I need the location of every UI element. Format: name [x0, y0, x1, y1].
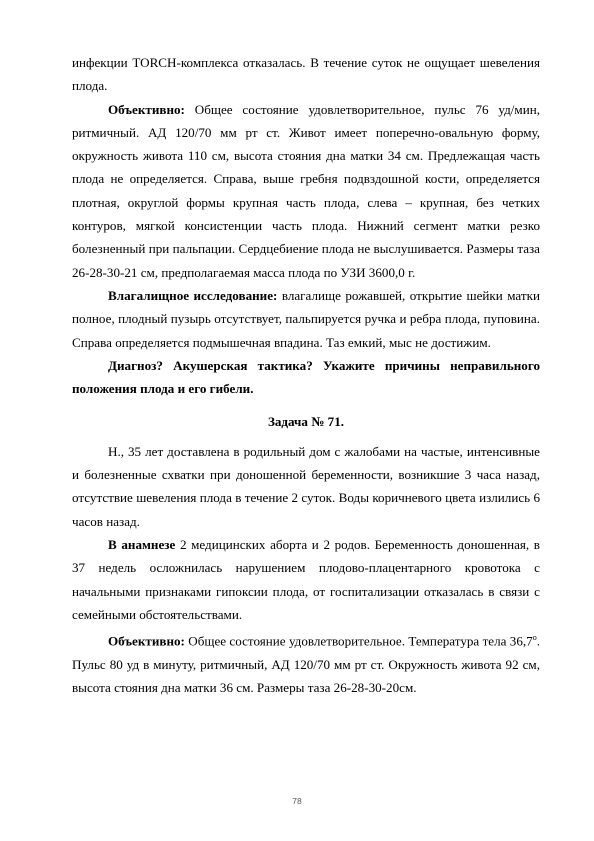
- objective-heading-2: Объективно:: [108, 633, 185, 649]
- objective-text-2a: Общее состояние удовлетворительное. Температура тела 36,7: [184, 633, 533, 649]
- objective-heading: Объективно:: [108, 101, 185, 117]
- objective-text: Общее состояние удовлетворительное, пульс 76 уд/мин, ритмичный. АД 120/70 мм рт ст. Живот имеет поперечно-овальную форму, окружность живота 110 см, высота стояния дна матки 34 см. Предлежащая часть плода не определяется. Справа, выше гребня подвздошной кости, определяется плотная, округлой формы крупная часть плода, слева – крупная, без четких контуров, мягкой консистенции часть плода. Нижний сегмент матки резко болезненный при пальпации. Сердцебиение плода не выслушивается. Размеры таза 26-28-30-21 см, предполагаемая масса плода по УЗИ 3600,0 г.: [72, 101, 540, 280]
- page-content: [72, 51, 540, 699]
- paragraph-objective-1: [72, 98, 540, 284]
- paragraph-vaginal-exam: [72, 284, 540, 354]
- questions-paragraph: Диагноз? Акушерская тактика? Укажите причины неправильного положения плода и его гибели.: [72, 357, 540, 397]
- vaginal-exam-heading: Влагалищное исследование:: [108, 287, 278, 303]
- task-title: Задача № 71.: [267, 414, 345, 430]
- paragraph-anamnesis: [72, 533, 540, 626]
- paragraph-complaints: Н., 35 лет доставлена в родильный дом с жалобами на частые, интенсивные и болезненные схватки при доношенной беременности, возникшие 3 часа назад, отсутствие шевеления плода в течение 2 суток. Воды коричневого цвета излились 6 часов назад.: [72, 443, 540, 529]
- objective-text-2b: . Пульс 80 уд в минуту, ритмичный, АД 120/70 мм рт ст. Окружность живота 92 см, высота стояния дна матки 36 см. Размеры таза 26-28-30-20см.: [72, 633, 540, 696]
- paragraph-objective-2: [72, 626, 540, 699]
- degree-superscript: о: [532, 633, 537, 643]
- anamnesis-text: 2 медицинских аборта и 2 родов. Беременность доношенная, в 37 недель осложнилась нарушением плодово-плацентарного кровотока с начальными признаками гипоксии плода, от госпитализации отказалась в связи с семейными обстоятельствами.: [72, 536, 540, 622]
- paragraph-torch: инфекции TORCH-комплекса отказалась. В течение суток не ощущает шевеления плода.: [72, 55, 540, 94]
- anamnesis-heading: В анамнезе: [108, 536, 176, 552]
- vaginal-exam-text: влагалище рожавшей, открытие шейки матки полное, плодный пузырь отсутствует, пальпируется ручка и ребра плода, пуповина. Справа определяется подмышечная впадина. Таз емкий, мыс не достижим.: [72, 287, 540, 350]
- page-number: 78: [292, 796, 302, 806]
